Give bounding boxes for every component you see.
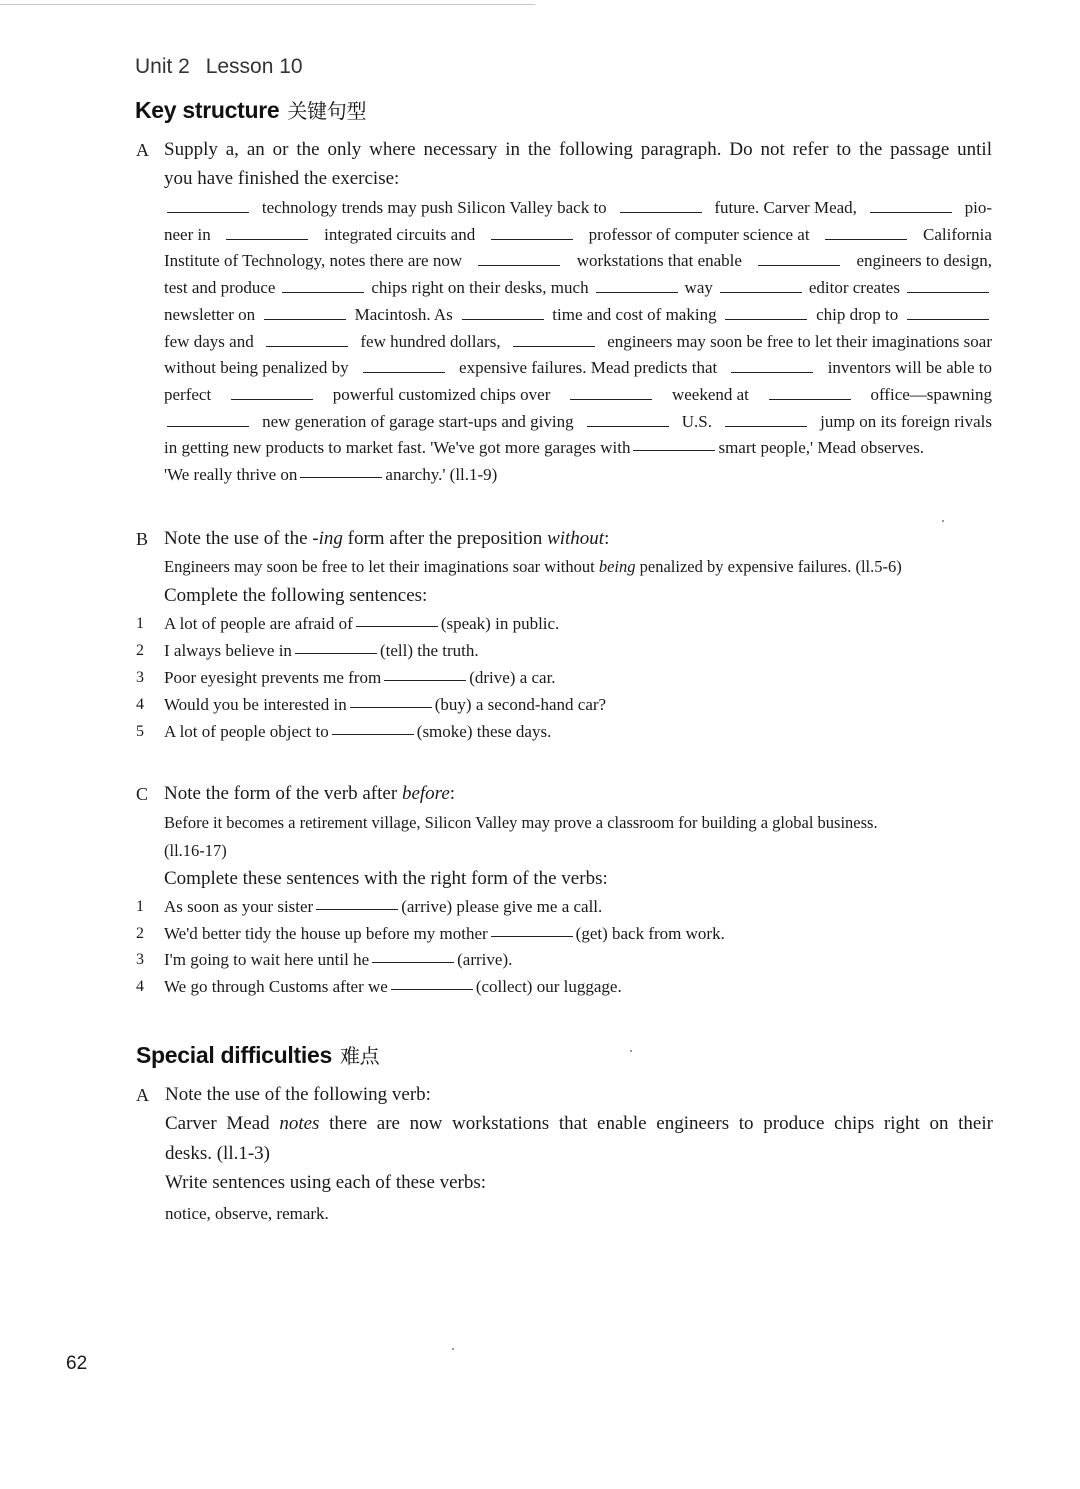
paragraph-text: smart people,' Mead observes. <box>718 438 925 458</box>
paragraph-text: 'We really thrive on <box>164 465 298 484</box>
paragraph-line <box>164 251 992 271</box>
item-number: 3 <box>136 669 144 686</box>
answer-blank[interactable] <box>620 211 702 213</box>
paragraph-text: pio- <box>964 198 992 217</box>
exercise-item <box>164 977 622 997</box>
paragraph-text: without being penalized by <box>164 358 349 378</box>
item-text: (drive) a car. <box>469 668 556 687</box>
paragraph-text: editor creates <box>808 278 900 298</box>
paragraph-text: jump on its foreign rivals <box>820 411 992 431</box>
answer-blank[interactable] <box>264 318 346 320</box>
answer-blank[interactable] <box>731 371 813 373</box>
paragraph-text: chip drop to <box>816 304 899 324</box>
section-b-example: Engineers may soon be free to let their imaginations soar without being penalized by expensive failures. (ll.5-6) <box>164 557 902 576</box>
section-c-example: Before it becomes a retirement village, Silicon Valley may prove a classroom for building a global business. <box>164 813 878 832</box>
exercise-item <box>164 695 606 715</box>
paragraph-text: future. Carver Mead, <box>714 198 857 217</box>
paragraph-text: workstations that enable <box>576 251 742 271</box>
answer-blank[interactable] <box>491 238 573 240</box>
paragraph-text: way <box>684 278 713 298</box>
answer-blank[interactable] <box>295 652 377 654</box>
special-difficulties-heading: Special difficulties 难点 <box>136 1042 380 1068</box>
paragraph-text: time and cost of making <box>552 304 717 324</box>
paragraph-text: new generation of garage start-ups and giving <box>262 411 574 431</box>
paragraph-text: few days and <box>164 331 254 351</box>
paragraph-text: engineers to design, <box>856 251 992 271</box>
item-number: 2 <box>136 924 144 942</box>
paragraph-text: engineers may soon be free to let their imaginations soar <box>607 331 992 351</box>
paragraph-text: few hundred dollars, <box>360 331 501 351</box>
item-text: We'd better tidy the house up before my mother <box>164 923 488 943</box>
answer-blank[interactable] <box>316 908 398 910</box>
section-c-label: C <box>136 784 149 804</box>
paragraph-text: newsletter on <box>164 304 256 324</box>
paragraph-text: Macintosh. As <box>354 304 453 324</box>
item-text: I always believe in <box>164 641 292 660</box>
paragraph-text: test and produce <box>164 278 276 298</box>
answer-blank[interactable] <box>769 398 851 400</box>
paragraph-text: professor of computer science at <box>588 224 810 244</box>
paragraph-text: integrated circuits and <box>324 224 476 244</box>
item-number: 2 <box>136 642 144 659</box>
answer-blank[interactable] <box>587 425 669 427</box>
paragraph-line <box>164 385 992 405</box>
special-a-note: Note the use of the following verb: <box>165 1084 431 1105</box>
paragraph-line <box>164 465 497 485</box>
paragraph-text: chips right on their desks, much <box>371 278 589 298</box>
item-text: As soon as your sister <box>164 897 314 916</box>
paragraph-text: California <box>923 224 992 244</box>
answer-blank[interactable] <box>231 398 313 400</box>
paragraph-text: in getting new products to market fast. 'We've got more garages with <box>164 438 631 458</box>
section-a-label: A <box>136 140 149 160</box>
section-b-note: Note the use of the -ing form after the preposition without: <box>164 528 610 549</box>
scan-speck <box>630 1050 632 1052</box>
special-a-label: A <box>136 1085 149 1105</box>
exercise-item <box>164 897 602 917</box>
section-c-note: Note the form of the verb after before: <box>164 783 456 804</box>
answer-blank[interactable] <box>332 733 414 735</box>
answer-blank[interactable] <box>282 291 364 293</box>
item-text: (arrive) please give me a call. <box>401 897 603 916</box>
item-number: 4 <box>136 978 144 996</box>
special-a-example-2: desks. (ll.1-3) <box>165 1143 271 1164</box>
special-a-example: Carver Mead notes there are now workstations that enable engineers to produce chips right on their <box>165 1113 993 1134</box>
paragraph-text: Institute of Technology, notes there are now <box>164 251 463 271</box>
answer-blank[interactable] <box>907 291 989 293</box>
exercise-item <box>164 950 512 970</box>
item-number: 3 <box>136 951 144 969</box>
item-text: A lot of people are afraid of <box>164 614 353 633</box>
answer-blank[interactable] <box>167 211 249 213</box>
answer-blank[interactable] <box>720 291 802 293</box>
item-text: Would you be interested in <box>164 695 347 714</box>
section-a-instruction: Supply a, an or the only where necessary in the following paragraph. Do not refer to the passage until <box>164 139 992 160</box>
scan-speck <box>452 1348 454 1350</box>
top-rule <box>0 4 535 5</box>
answer-blank[interactable] <box>226 238 308 240</box>
item-text: (smoke) these days. <box>416 722 552 741</box>
item-number: 1 <box>136 615 144 632</box>
paragraph-text: expensive failures. Mead predicts that <box>459 358 718 378</box>
paragraph-line <box>164 358 992 378</box>
item-text: (arrive). <box>457 950 513 970</box>
unit-lesson-heading <box>135 55 303 79</box>
answer-blank[interactable] <box>300 476 382 478</box>
answer-blank[interactable] <box>266 345 348 347</box>
page-number: 62 <box>66 1353 88 1374</box>
paragraph-text: neer in <box>164 224 211 244</box>
answer-blank[interactable] <box>356 625 438 627</box>
answer-blank[interactable] <box>825 238 907 240</box>
paragraph-line <box>164 198 992 218</box>
paragraph-text: technology trends may push Silicon Valley back to <box>261 198 607 217</box>
lesson-label: Lesson 10 <box>205 55 303 78</box>
answer-blank[interactable] <box>570 398 652 400</box>
special-difficulties-heading-cn: 难点 <box>339 1044 380 1068</box>
exercise-item <box>164 722 551 742</box>
answer-blank[interactable] <box>167 425 249 427</box>
scan-speck <box>942 520 944 522</box>
answer-blank[interactable] <box>462 318 544 320</box>
paragraph-line <box>164 438 924 458</box>
unit-label: Unit 2 <box>135 55 190 78</box>
exercise-item <box>164 614 559 634</box>
answer-blank[interactable] <box>478 264 560 266</box>
exercise-item <box>164 641 479 661</box>
section-c-instruction: Complete these sentences with the right form of the verbs: <box>164 868 608 889</box>
answer-blank[interactable] <box>363 371 445 373</box>
exercise-item <box>164 668 556 688</box>
item-text: We go through Customs after we <box>164 977 388 997</box>
section-a-instruction-2: you have finished the exercise: <box>164 168 400 189</box>
item-text: (get) back from work. <box>575 923 725 943</box>
answer-blank[interactable] <box>391 988 473 990</box>
answer-blank[interactable] <box>725 318 807 320</box>
paragraph-text: weekend at <box>671 384 749 404</box>
answer-blank[interactable] <box>384 679 466 681</box>
answer-blank[interactable] <box>870 211 952 213</box>
section-b-label: B <box>136 529 149 549</box>
paragraph-text: office—spawning <box>870 384 992 404</box>
answer-blank[interactable] <box>596 291 678 293</box>
answer-blank[interactable] <box>907 318 989 320</box>
paragraph-text: perfect <box>164 384 212 404</box>
answer-blank[interactable] <box>513 345 595 347</box>
paragraph-line <box>164 278 992 298</box>
paragraph-text: anarchy.' (ll.1-9) <box>385 465 498 484</box>
paragraph-text: U.S. <box>681 411 712 431</box>
answer-blank[interactable] <box>372 961 454 963</box>
answer-blank[interactable] <box>725 425 807 427</box>
answer-blank[interactable] <box>633 449 715 451</box>
special-a-instruction: Write sentences using each of these verbs: <box>165 1172 487 1193</box>
item-text: (tell) the truth. <box>379 641 479 660</box>
answer-blank[interactable] <box>350 706 432 708</box>
paragraph-line <box>164 225 992 245</box>
paragraph-text: inventors will be able to <box>827 358 992 378</box>
item-text: (buy) a second-hand car? <box>434 695 607 714</box>
exercise-item <box>164 924 725 944</box>
item-text: I'm going to wait here until he <box>164 950 370 970</box>
item-text: A lot of people object to <box>164 722 329 741</box>
item-text: Poor eyesight prevents me from <box>164 668 382 687</box>
paragraph-text: powerful customized chips over <box>332 384 551 404</box>
section-b-instruction: Complete the following sentences: <box>164 585 428 606</box>
special-a-verbs: notice, observe, remark. <box>165 1204 329 1223</box>
item-number: 1 <box>136 898 144 915</box>
paragraph-line <box>164 305 992 325</box>
answer-blank[interactable] <box>758 264 840 266</box>
key-structure-heading-cn: 关键句型 <box>287 99 367 123</box>
section-c-example-ref: (ll.16-17) <box>164 841 227 860</box>
item-text: (speak) in public. <box>440 614 560 633</box>
item-number: 4 <box>136 696 144 713</box>
paragraph-line <box>164 412 992 432</box>
item-number: 5 <box>136 723 144 740</box>
item-text: (collect) our luggage. <box>475 977 622 997</box>
key-structure-heading: Key structure 关键句型 <box>135 97 367 123</box>
answer-blank[interactable] <box>491 935 573 937</box>
paragraph-line <box>164 332 992 352</box>
